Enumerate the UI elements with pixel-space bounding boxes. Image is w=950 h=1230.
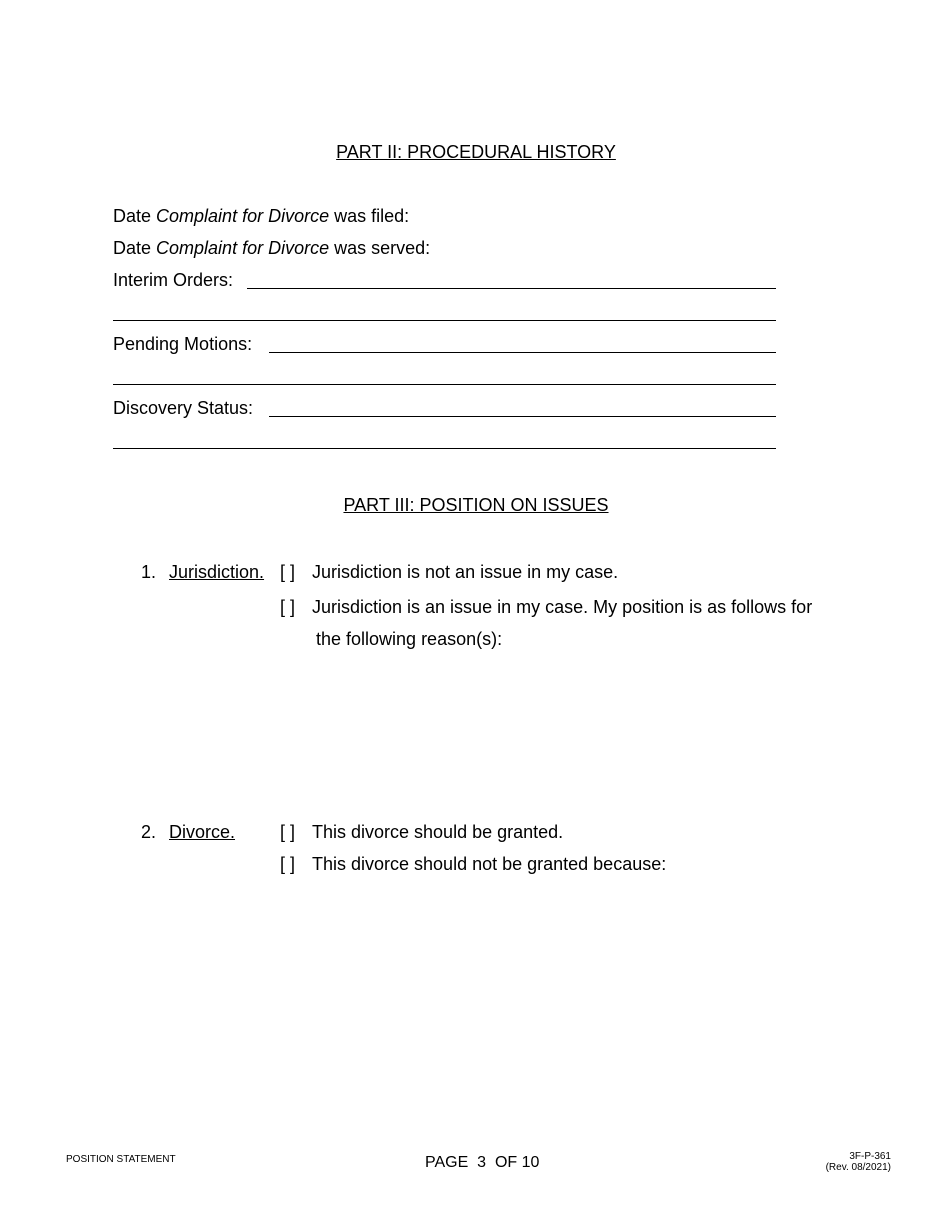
pending-motions-field[interactable]: [269, 352, 776, 353]
part3-heading: PART III: POSITION ON ISSUES: [343, 495, 609, 515]
discovery-status-field-cont[interactable]: [113, 448, 776, 449]
item2-option-b-text: This divorce should not be granted because:: [312, 854, 667, 874]
item1-number: 1.: [141, 562, 157, 582]
item2-option-a-text: This divorce should be granted.: [312, 822, 564, 842]
date-filed-label: Date Complaint for Divorce was filed:: [113, 206, 410, 226]
footer-revision: (Rev. 08/2021): [825, 1162, 891, 1173]
discovery-status-field[interactable]: [269, 416, 776, 417]
item1-option-a-text: Jurisdiction is not an issue in my case.: [312, 562, 619, 582]
interim-orders-field-cont[interactable]: [113, 320, 776, 321]
pending-motions-row: [113, 333, 252, 355]
date-served-label: Date Complaint for Divorce was served:: [113, 238, 431, 258]
interim-orders-label: Interim Orders:: [113, 270, 234, 290]
item1-option-a-checkbox[interactable]: [ ]: [280, 562, 296, 582]
item1-option-b-text: Jurisdiction is an issue in my case. My position is as follows for: [312, 597, 813, 617]
item2-option-b-checkbox[interactable]: [ ]: [280, 854, 296, 874]
interim-orders-field[interactable]: [247, 288, 776, 289]
interim-orders-row: [113, 269, 233, 291]
item1-title: Jurisdiction.: [169, 562, 265, 582]
pending-motions-label: Pending Motions:: [113, 334, 253, 354]
footer-form-title: POSITION STATEMENT: [66, 1154, 176, 1165]
pending-motions-field-cont[interactable]: [113, 384, 776, 385]
item2-number: 2.: [141, 822, 157, 842]
item2-option-a-checkbox[interactable]: [ ]: [280, 822, 296, 842]
footer-page-number: PAGE 3 OF 10: [425, 1154, 540, 1171]
item2-title: Divorce.: [169, 822, 236, 842]
discovery-status-label: Discovery Status:: [113, 398, 254, 418]
item1-option-b-text-cont: the following reason(s):: [316, 629, 503, 649]
item1-option-b-checkbox[interactable]: [ ]: [280, 597, 296, 617]
part2-heading: PART II: PROCEDURAL HISTORY: [336, 142, 616, 162]
footer-form-number: 3F-P-361: [849, 1151, 891, 1162]
discovery-status-row: [113, 397, 253, 419]
